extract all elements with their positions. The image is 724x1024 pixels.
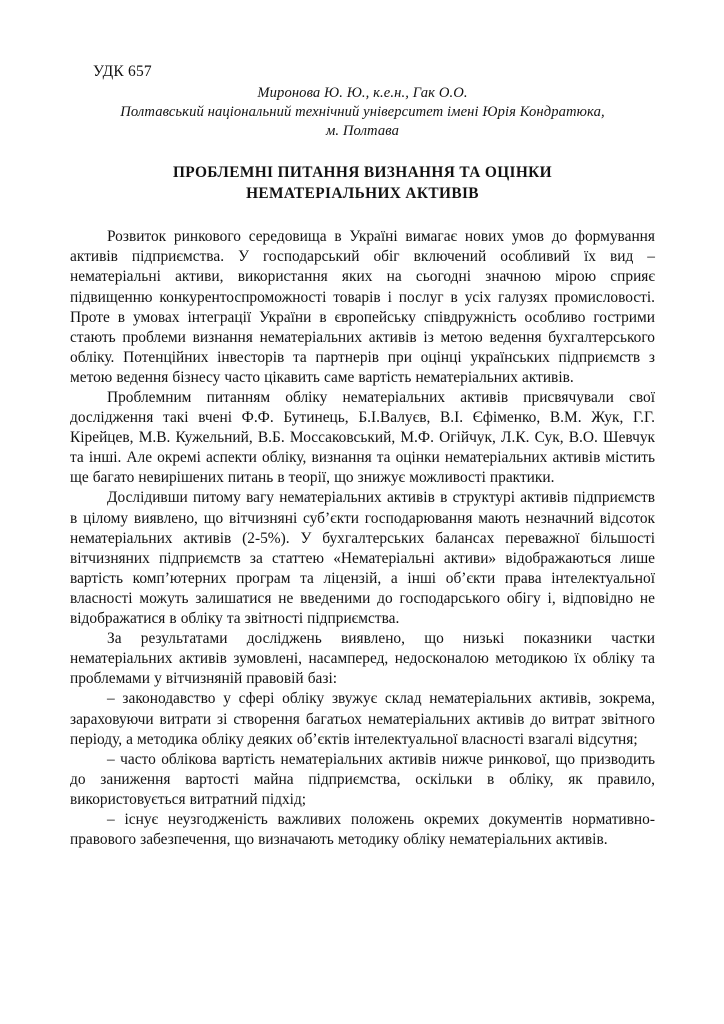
author-names: Миронова Ю. Ю., к.е.н., Гак О.О.: [257, 85, 468, 102]
list-item-book-value: – часто облікова вартість нематеріальних активів нижче ринкової, що призводить до заниження вартості майна підприємства, оскільки в обліку, як правило, використовується витратний підхід;: [70, 750, 655, 808]
page-title: [70, 163, 655, 204]
list-item-inconsistency: – існує неузгодженість важливих положень окремих документів нормативно-правового забезпечення, що визначають методику обліку нематеріальних активів.: [70, 810, 655, 849]
affiliation-city: м. Полтава: [326, 123, 399, 140]
list-item-legislation: – законодавство у сфері обліку звужує склад нематеріальних активів, зокрема, зараховуючи витрати зі створення багатьох нематеріальних активів до витрат звітного періоду, а методика обліку деяких об’єктів інтелектуальної власності взагалі відсутня;: [70, 690, 655, 748]
page-title-line-2: НЕМАТЕРІАЛЬНИХ АКТИВІВ: [246, 184, 479, 202]
byline: [70, 84, 655, 141]
page-title-line-1: ПРОБЛЕМНІ ПИТАННЯ ВИЗНАННЯ ТА ОЦІНКИ: [172, 164, 553, 182]
affiliation-name: Полтавський національний технічний університет імені Юрія Кондратюка,: [120, 104, 605, 121]
paragraph-literature-review: Проблемним питанням обліку нематеріальних активів присвячували свої дослідження такі вчені Ф.Ф. Бутинець, Б.І.Валуєв, В.І. Єфіменко, В.М. Жук, Г.Г. Кірейцев, М.В. Кужельний, В.Б. Моссаковський, М.Ф. Огійчук, Л.К. Сук, В.О. Шевчук та інші. Але окремі аспекти обліку, визнання та оцінки нематеріальних активів містить ще багато невирішених питань в теорії, що знижує можливості практики.: [70, 389, 655, 487]
paragraph-results-lead-in: За результатами досліджень виявлено, що низькі показники частки нематеріальних активів зумовлені, насамперед, недосконалою методикою їх обліку та проблемами у вітчизняній правовій базі:: [70, 630, 655, 688]
paragraph-intro: Розвиток ринкового середовища в Україні вимагає нових умов до формування активів підприємства. У господарський обіг включений особливий їх вид – нематеріальні активи, використання яких на сьогодні значною мірою сприяє підвищенню конкурентоспроможності товарів і послуг в усіх галузях промисловості. Проте в умовах інтеграції України в європейську співдружність особливо гострими стають проблеми визнання нематеріальних активів із метою ведення бухгалтерського обліку. Потенційних інвесторів та партнерів при оцінці українських підприємств з метою ведення бізнесу часто цікавить саме вартість нематеріальних активів.: [70, 228, 655, 386]
udk-code: УДК 657: [93, 63, 152, 80]
paragraph-findings: Дослідивши питому вагу нематеріальних активів в структурі активів підприємств в цілому виявлено, що вітчизняні суб’єкти господарювання мають незначний відсоток нематеріальних активів (2-5%). У бухгалтерських балансах переважної більшості вітчизняних підприємств за статтею «Нематеріальні активи» відображаються лише вартість комп’ютерних програм та ліцензій, а інші об’єкти права інтелектуальної власності можуть залишатися не введеними до господарського обігу і, відповідно не відображатися в обліку та звітності підприємства.: [70, 489, 655, 628]
body-text: [70, 227, 655, 850]
